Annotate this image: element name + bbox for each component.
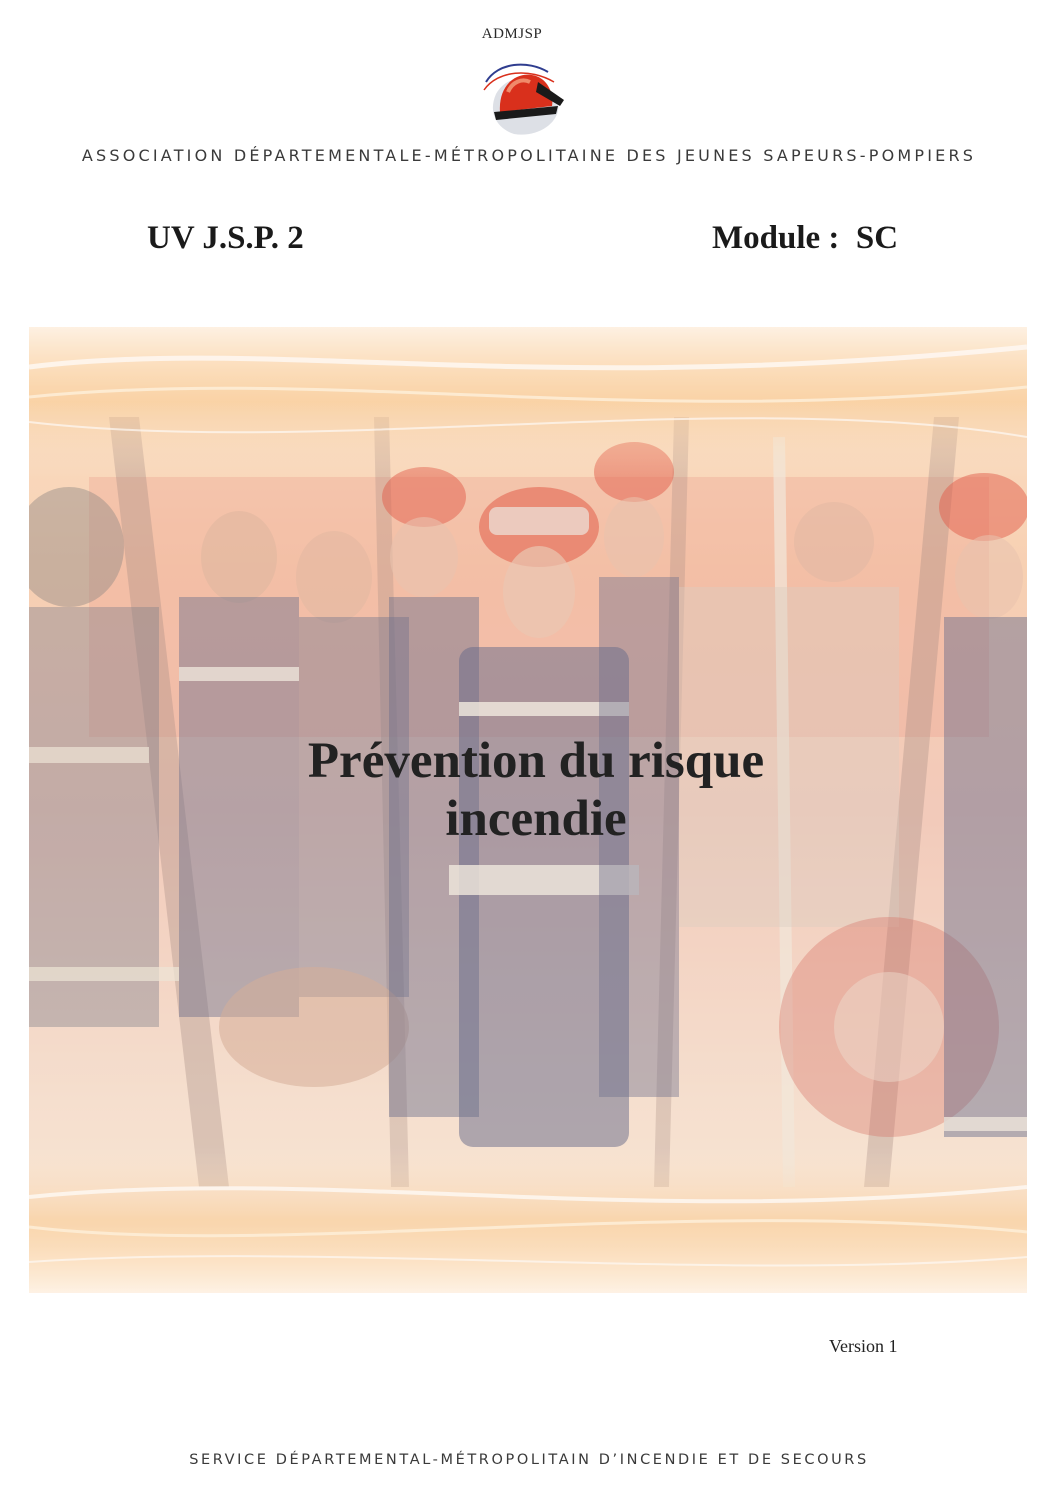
module-label: Module : SC [712,220,899,256]
uv-label: UV J.S.P. 2 [147,220,304,256]
document-title [29,732,1043,848]
admjsp-logo [478,26,578,144]
title-line-2: incendie [445,791,627,847]
association-name: ASSOCIATION DÉPARTEMENTALE-MÉTROPOLITAINE DES JEUNES SAPEURS-POMPIERS [81,146,977,165]
service-name: SERVICE DÉPARTEMENTAL-MÉTROPOLITAIN D’INCENDIE ET DE SECOURS [189,1452,869,1468]
helmet-icon [478,42,578,144]
version-label: Version 1 [829,1336,898,1356]
logo-text: ADMJSP [481,26,543,42]
title-line-1: Prévention du risque [307,733,765,789]
